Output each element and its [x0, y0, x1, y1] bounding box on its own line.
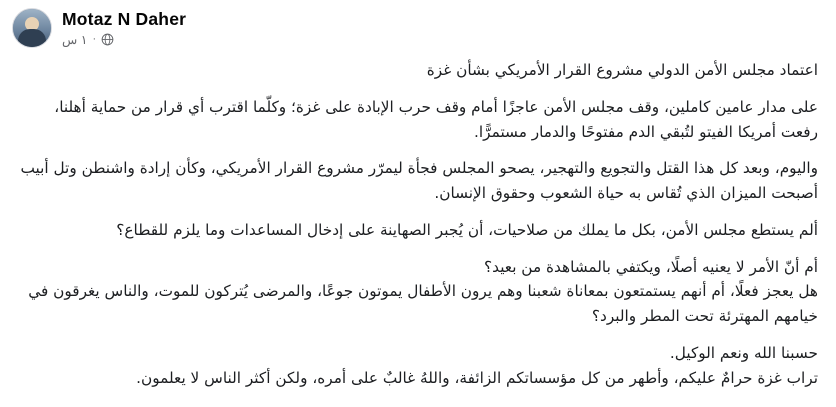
post-paragraph-2: على مدار عامين كاملين، وقف مجلس الأمن عاجزًا أمام وقف حرب الإبادة على غزة؛ وكلّما اقترب أي قرار من حماية أهلنا، رفعت أمريكا الفيتو لتُبقي الدم مفتوحًا والدمار مستمرًّا.	[54, 97, 818, 141]
post-author-block	[12, 8, 186, 48]
author-meta	[62, 8, 186, 47]
globe-icon	[101, 33, 114, 46]
meta-separator: ·	[92, 33, 97, 45]
post-paragraph-3: واليوم، وبعد كل هذا القتل والتجويع والتهجير، يصحو المجلس فجأة ليمرّر مشروع القرار الأمريكي، وكأن إرادة واشنطن وتل أبيب أصبحت الميزان الذي تُقاس به حياة الشعوب وحقوق الإنسان.	[20, 159, 818, 203]
author-name[interactable]: Motaz N Daher	[62, 9, 187, 29]
post-paragraph-1: اعتماد مجلس الأمن الدولي مشروع القرار الأمريكي بشأن غزة	[426, 61, 818, 79]
avatar-body	[18, 29, 46, 47]
post-timestamp[interactable]: ١ س	[62, 33, 88, 47]
post-paragraph-4: ألم يستطع مجلس الأمن، بكل ما يملك من صلاحيات، أن يُجبر الصهاينة على إدخال المساعدات وما يلزم للقطاع؟	[116, 220, 818, 239]
post-paragraph-6: هل يعجز فعلًا، أم أنهم يستمتعون بمعاناة شعبنا وهم يرون الأطفال يموتون جوعًا، والمرضى يُتركون للموت، والناس يغرقون في خيامهم المهترئة تحت المطر والبرد؟	[28, 282, 818, 326]
post-text	[0, 54, 836, 390]
avatar[interactable]	[12, 8, 52, 48]
post-paragraph-8: تراب غزة حرامٌ عليكم، وأطهر من كل مؤسساتكم الزائفة، واللهُ غالبٌ على أمره، ولكن أكثر الناس لا يعلمون.	[136, 368, 818, 387]
post-paragraph-5: أم أنّ الأمر لا يعنيه أصلًا، ويكتفي بالمشاهدة من بعيد؟	[484, 257, 818, 276]
post-paragraph-7: حسبنا الله ونعم الوكيل.	[669, 343, 818, 362]
post-header	[0, 0, 836, 54]
post-meta	[62, 32, 114, 47]
